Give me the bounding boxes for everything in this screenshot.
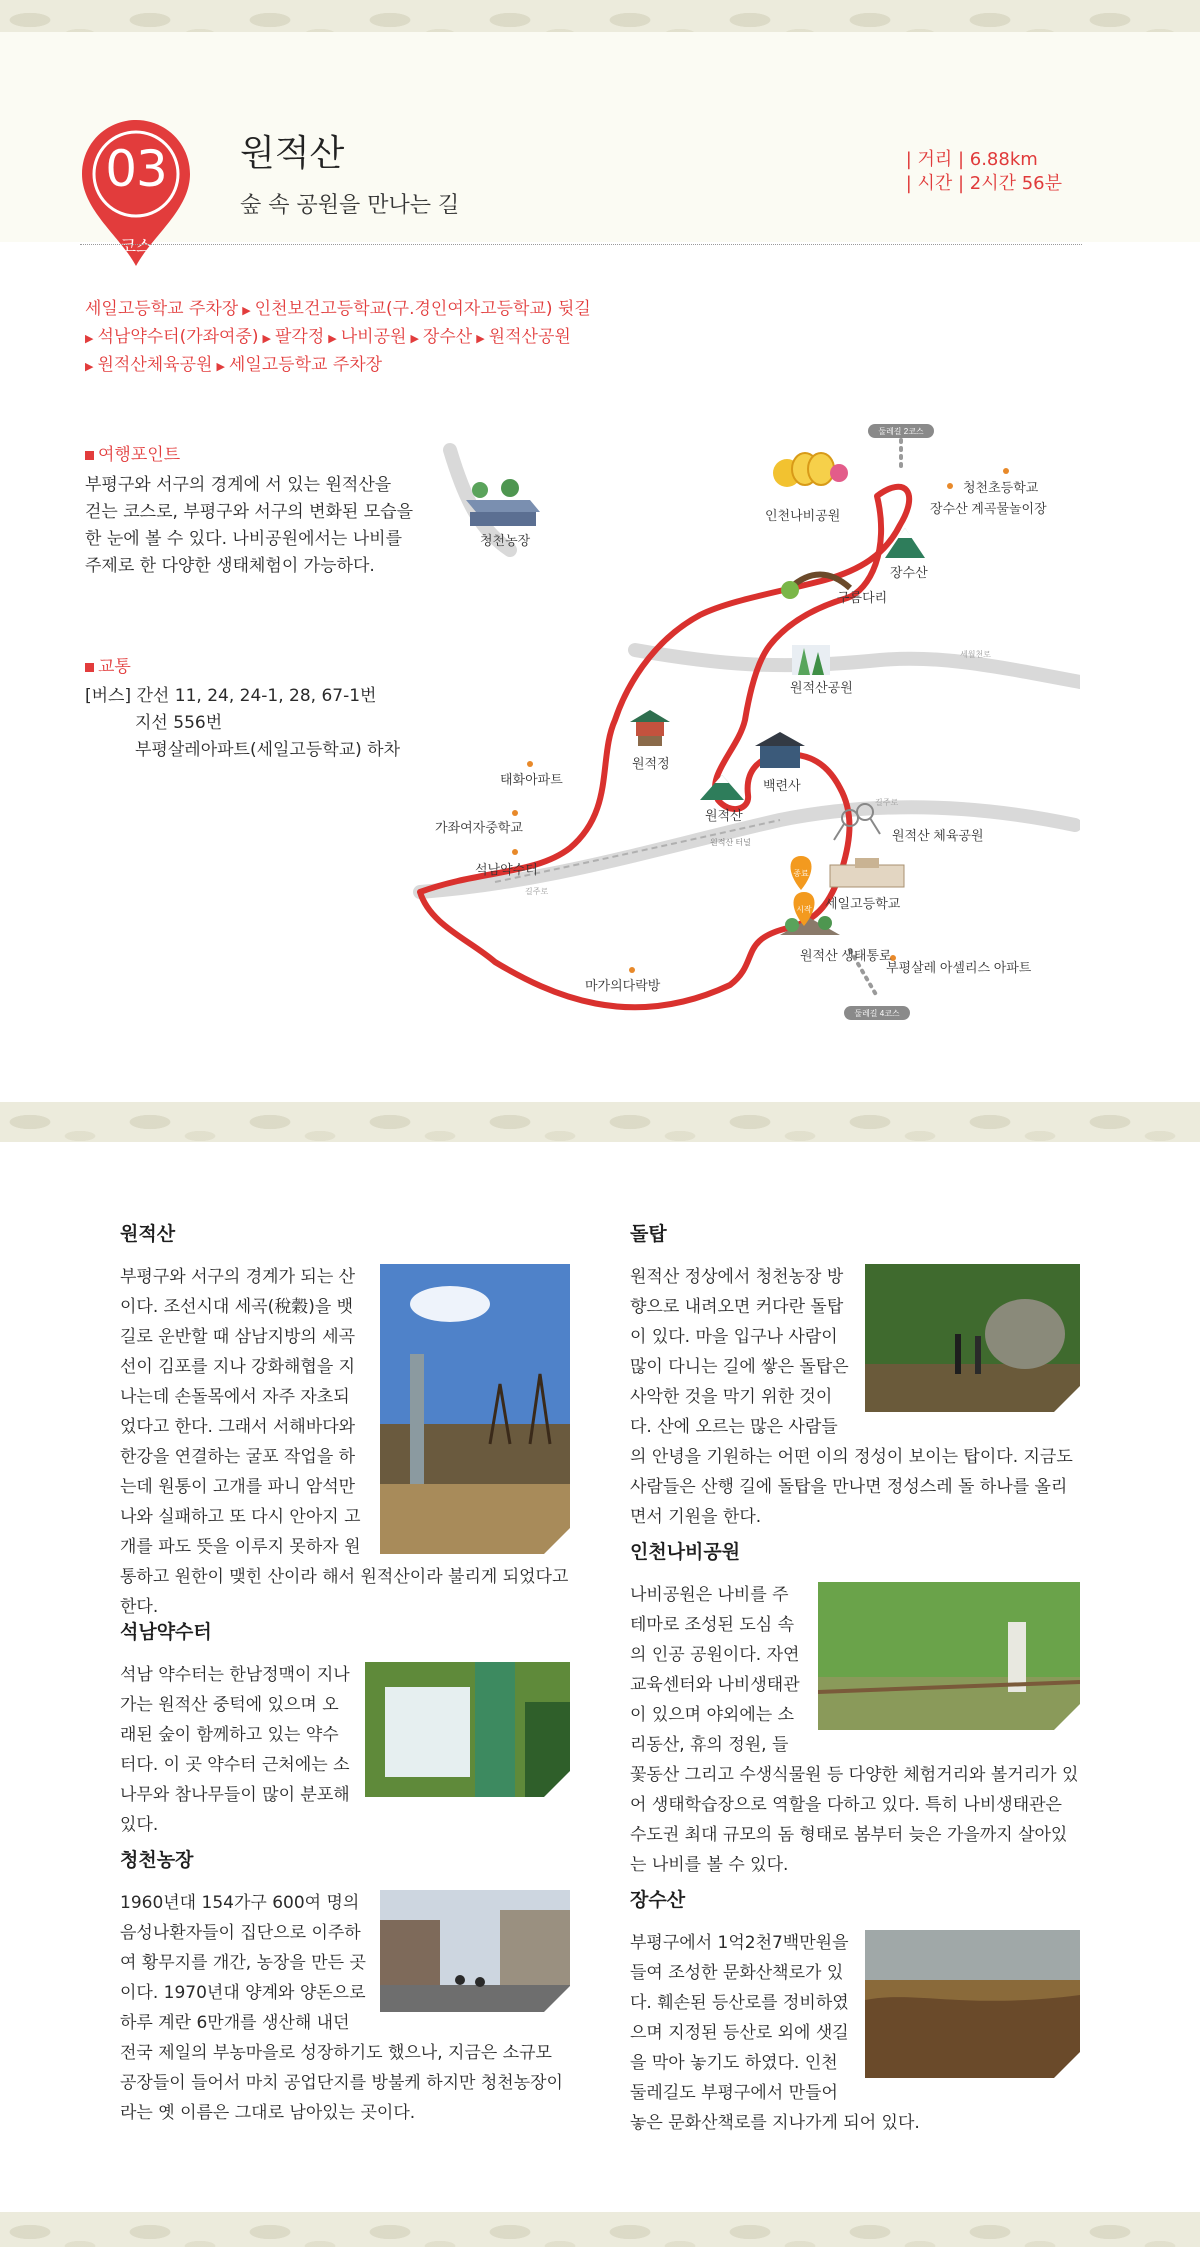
temple-icon <box>755 732 805 768</box>
article-body: 석남 약수터는 한남정맥이 지나가는 원적산 중턱에 있으며 오래된 숲이 함께하고 있는 약수터다. 이 곳 약수터 근처에는 소나무와 참나무들이 많이 분포해 있다. <box>120 1665 350 1835</box>
top-pattern-band <box>0 0 1200 32</box>
article-seoknam <box>120 1620 570 1840</box>
course-label: 코스 <box>119 237 153 257</box>
page-subtitle: 숲 속 공원을 만나는 길 <box>240 193 460 218</box>
route-stop: 세일고등학교 주차장 <box>228 355 383 375</box>
route-line-2 <box>85 324 605 352</box>
route-stop: 나비공원 <box>340 327 407 347</box>
eco-passage-icon <box>780 916 840 935</box>
route-arrow-icon: ▶ <box>262 332 271 345</box>
map-label-pavilion: 원적정 <box>632 756 670 771</box>
jangsu-photo <box>865 1930 1080 2078</box>
pavilion-icon <box>630 710 670 746</box>
route-stop: 장수산 <box>422 327 473 347</box>
article-wonjeoksan <box>120 1222 570 1622</box>
map-label-gajwa: 가좌여자중학교 <box>435 820 523 835</box>
article-body: 나비공원은 나비를 주테마로 조성된 도심 속의 인공 공원이다. 자연 교육센터와 나비생태관이 있으며 야외에는 소리동산, 휴의 정원, 들꽃동산 그리고 수생식물원 등 다양한 체험거리와 볼거리가 있어 생태학습장으로 역할을 다하고 있다. 특히 나비생태관은 수도권 최대 규모의 돔 형태로 봄부터 늦은 가을까지 살아있는 나비를 볼 수 있다. <box>630 1585 1079 1875</box>
map-label-seil: 세일고등학교 <box>825 896 901 911</box>
route-arrow-icon: ▶ <box>216 360 225 373</box>
route-line-3 <box>85 352 605 380</box>
map-label-road3: 길주로 <box>525 887 549 896</box>
route-arrow-icon: ▶ <box>328 332 337 345</box>
map-label-eco-road: 원적산 생태통로 <box>800 948 892 963</box>
article-body: 원적산 정상에서 청천농장 방향으로 내려오면 커다란 돌탑이 있다. 마을 입구나 사람이 많이 다니는 길에 쌓은 돌탑은 사악한 것을 막기 위한 것이다. 산에 오르는 많은 사람들의 안녕을 기원하는 어떤 이의 정성이 보이는 탑이다. 지금도 사람들은 산행 길에 돌탑을 만나면 정성스레 돌 하나를 올리면서 기원을 한다. <box>630 1267 1073 1527</box>
doltap-photo <box>865 1264 1080 1412</box>
butterfly-icon <box>773 453 848 487</box>
route-line-1 <box>85 296 605 324</box>
transport-branch-line: 지선 556번 <box>135 713 223 733</box>
map-label-cheongcheon-school: 청천초등학교 <box>963 480 1039 495</box>
route-arrow-icon: ▶ <box>242 304 251 317</box>
travel-point-line: 걷는 코스로, 부평구와 서구의 변화된 모습을 <box>85 502 414 522</box>
article-title: 인천나비공원 <box>630 1541 741 1563</box>
map-label-dulle2: 둘레길 2코스 <box>878 427 924 436</box>
map-label-baekryeonsa: 백련사 <box>763 778 801 793</box>
map-label-cloud-bridge: 구름다리 <box>837 590 888 605</box>
route-stop: 석남약수터(가좌여중) <box>97 327 259 347</box>
route-stop: 원적산공원 <box>488 327 571 347</box>
travel-point-body <box>85 472 415 580</box>
distance-text: | 거리 | 6.88km <box>905 149 1038 170</box>
page-title: 원적산 <box>240 133 345 174</box>
route-stop: 팔각정 <box>275 327 325 347</box>
start-end-pin-icon <box>790 856 814 926</box>
transport-body <box>85 683 400 764</box>
route-stop: 인천보건고등학교(구.경인여자고등학교) 뒷길 <box>254 299 591 319</box>
article-body: 부평구와 서구의 경계가 되는 산이다. 조선시대 세곡(稅穀)을 뱃길로 운반할 때 삼남지방의 세곡선이 김포를 지나 강화해협을 지나는데 손돌목에서 자주 자초되었다고 한다. 그래서 서해바다와 한강을 연결하는 굴포 작업을 하는데 원통이 고개를 파니 암석만 나와 실패하고 또 다시 안아지 고개를 파도 뜻을 이루지 못하자 원통하고 원한이 맺힌 산이라 해서 원적산이라 불리게 되었다고 한다. <box>120 1267 569 1617</box>
map-label-jangsusan-valley: 장수산 계곡물놀이장 <box>930 501 1047 516</box>
article-jangsu <box>630 1888 1080 2138</box>
wonjeoksan-photo <box>380 1264 570 1554</box>
course-stats <box>906 148 1062 196</box>
middle-pattern-band <box>0 1102 1200 1142</box>
route-description <box>85 296 605 380</box>
butterfly-photo <box>818 1582 1080 1730</box>
header-divider <box>80 244 1082 245</box>
article-title: 석남약수터 <box>120 1621 212 1643</box>
map-label-cheongcheon-farm: 청천농장 <box>480 533 531 548</box>
travel-point-line: 한 눈에 볼 수 있다. 나비공원에서는 나비를 <box>85 529 403 549</box>
article-farm <box>120 1848 570 2128</box>
article-body: 1960년대 154가구 600여 명의 음성나환자들이 집단으로 이주하여 황무지를 개간, 농장을 만든 곳이다. 1970년대 양계와 양돈으로 하루 계란 6만개를 생산해 내던 전국 제일의 부농마을로 성장하기도 했으나, 지금은 소규모 공장들이 들어서 마치 공업단지를 방불케 하지만 청천농장이라는 옛 이름은 그대로 남아있는 곳이다. <box>120 1893 563 2123</box>
transport-stop: 부평살레아파트(세일고등학교) 하차 <box>135 740 400 760</box>
park-trees-icon <box>792 645 830 675</box>
route-map <box>400 420 1080 1020</box>
route-arrow-icon: ▶ <box>85 332 94 345</box>
map-label-park: 원적산공원 <box>790 680 853 695</box>
route-stop: 세일고등학교 주차장 <box>85 299 239 319</box>
route-stop: 원적산체육공원 <box>97 355 213 375</box>
map-marker <box>512 468 1009 973</box>
bottom-pattern-band <box>0 2212 1200 2247</box>
map-label-butterfly-park: 인천나비공원 <box>765 508 841 523</box>
article-title: 돌탑 <box>630 1223 667 1245</box>
course-number: 03 <box>105 140 167 198</box>
article-title: 장수산 <box>630 1889 686 1911</box>
map-label-start-bottom: 시작 <box>796 905 812 914</box>
farm-icon <box>466 479 540 526</box>
map-label-tunnel: 원적산 터널 <box>710 838 751 847</box>
map-label-seoknam: 석남약수터 <box>475 862 538 877</box>
article-title: 원적산 <box>120 1223 176 1245</box>
map-label-road1: 세월천로 <box>960 650 991 659</box>
map-label-wonjeoksan: 원적산 <box>705 808 743 823</box>
map-label-taehwa: 태화아파트 <box>500 772 563 787</box>
route-arrow-icon: ▶ <box>410 332 419 345</box>
map-label-macaw: 마가의다락방 <box>585 978 661 993</box>
transport-bus-line: [버스] 간선 11, 24, 24-1, 28, 67-1번 <box>85 686 377 706</box>
farm-photo <box>380 1890 570 2012</box>
route-arrow-icon: ▶ <box>85 360 94 373</box>
map-label-dulle4: 둘레길 4코스 <box>854 1009 900 1018</box>
time-text: | 시간 | 2시간 56분 <box>905 173 1062 194</box>
map-label-jangsusan: 장수산 <box>890 565 928 580</box>
route-arrow-icon: ▶ <box>476 332 485 345</box>
article-title: 청천농장 <box>120 1849 194 1871</box>
map-label-salle: 부평살레 아셀리스 아파트 <box>886 960 1032 975</box>
map-label-road2: 길주로 <box>875 798 899 807</box>
map-label-start-top: 종료 <box>793 869 809 878</box>
map-label-sports-park: 원적산 체육공원 <box>892 828 984 843</box>
article-butterfly <box>630 1540 1080 1880</box>
travel-point-heading: 여행포인트 <box>85 440 180 465</box>
article-doltap <box>630 1222 1080 1532</box>
article-body: 부평구에서 1억2천7백만원을 들여 조성한 문화산책로가 있다. 훼손된 등산로를 정비하였으며 지정된 등산로 외에 샛길을 막아 놓기도 하였다. 인천둘레길도 부평구에서 만들어놓은 문화산책로를 지나가게 되어 있다. <box>630 1933 920 2133</box>
map-road <box>635 650 1080 682</box>
summit-icon <box>700 775 744 800</box>
seoknam-photo <box>365 1662 570 1797</box>
travel-point-line: 주제로 한 다양한 생태체험이 가능하다. <box>85 556 375 576</box>
map-route-line <box>420 487 909 1008</box>
transport-heading: 교통 <box>85 652 131 677</box>
travel-point-line: 부평구와 서구의 경계에 서 있는 원적산을 <box>85 475 392 495</box>
